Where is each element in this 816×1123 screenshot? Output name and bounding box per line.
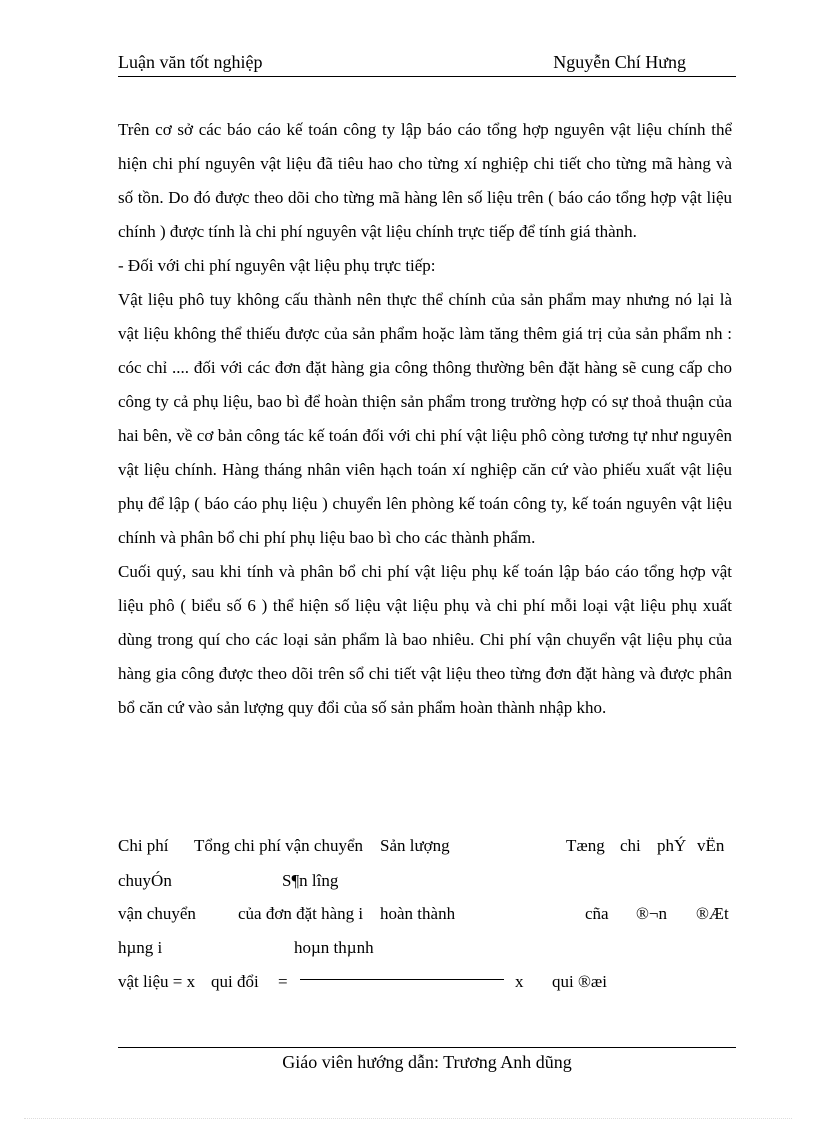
formula-text: cña <box>585 904 609 923</box>
fraction-bar <box>300 979 504 980</box>
page-footer: Giáo viên hướng dẫn: Trương Anh dũng <box>118 1047 736 1073</box>
formula-text: vận chuyển <box>118 904 196 923</box>
paragraph: Cuối quý, sau khi tính và phân bổ chi phí vật liệu phụ kế toán lập báo cáo tổng hợp vật liệu phô ( biểu số 6 ) thể hiện số liệu vật liệu phụ và chi phí mỗi loại vật liệu phụ xuất dùng trong quí cho các loại sản phẩm là bao nhiêu. Chi phí vận chuyển vật liệu phụ của hàng gia công được theo dõi trên sổ chi tiết vật liệu theo từng đơn đặt hàng và được phân bổ căn cứ vào sản lượng quy đổi của số sản phẩm hoàn thành nhập kho. <box>118 562 732 717</box>
formula-equals: = <box>278 972 288 991</box>
formula-text: phÝ <box>657 836 687 855</box>
formula-text: chi <box>620 836 641 855</box>
body-text <box>118 113 732 725</box>
formula-text: Tổng chi phí vận chuyển <box>194 836 364 855</box>
formula-text: hoàn thành <box>380 904 456 923</box>
paragraph: - Đối với chi phí nguyên vật liệu phụ trực tiếp: <box>118 256 436 275</box>
formula-text: chuyÓn <box>118 871 172 890</box>
formula-text: hoµn thµnh <box>294 938 374 957</box>
header-thesis-title: Luận văn tốt nghiệp <box>118 52 263 72</box>
formula-text: ®Æt <box>696 904 729 923</box>
formula-text: Chi phí <box>118 836 169 855</box>
formula-text: qui đổi <box>211 972 259 991</box>
formula-text: Sản lượng <box>380 836 450 855</box>
header-author-name: Nguyễn Chí Hưng <box>553 52 686 72</box>
paragraph: Trên cơ sở các báo cáo kế toán công ty lập báo cáo tổng hợp nguyên vật liệu chính thể hiện chi phí nguyên vật liệu đã tiêu hao cho từng xí nghiệp chi tiết cho từng mã hàng và số tồn. Do đó được theo dõi cho từng mã hàng lên số liệu trên ( báo cáo tổng hợp vật liệu chính ) được tính là chi phí nguyên vật liệu chính trực tiếp để tính giá thành. <box>118 120 732 241</box>
formula-text: vật liệu = x <box>118 972 196 991</box>
formula-text: ®¬n <box>636 904 668 923</box>
formula-text: Tæng <box>566 836 605 855</box>
paragraph: Vật liệu phô tuy không cấu thành nên thực thể chính của sản phẩm may nhưng nó lại là vật liệu không thể thiếu được của sản phẩm hoặc làm tăng thêm giá trị của sản phẩm nh : cóc chỉ .... đối với các đơn đặt hàng gia công thông thường bên đặt hàng sẽ cung cấp cho công ty cả phụ liệu, bao bì để hoàn thiện sản phẩm trong trường hợp có sự thoả thuận của hai bên, về cơ bản công tác kế toán đối với chi phí vật liệu phô còng tương tự như nguyên vật liệu chính. Hàng tháng nhân viên hạch toán xí nghiệp căn cứ vào phiếu xuất vật liệu phụ để lập ( báo cáo phụ liệu ) chuyển lên phòng kế toán công ty, kế toán nguyên vật liệu chính và phân bổ chi phí phụ liệu bao bì cho các thành phẩm. <box>118 290 732 547</box>
formula-text: hµng i <box>118 938 163 957</box>
formula-multiply: x <box>515 972 524 991</box>
formula-text: vËn <box>697 836 725 855</box>
page-header <box>118 52 736 77</box>
formula-text: của đơn đặt hàng i <box>238 904 364 923</box>
page-edge-divider <box>24 1118 792 1119</box>
formula-text: qui ®æi <box>552 972 607 991</box>
formula-text: S¶n lîng <box>282 871 339 890</box>
